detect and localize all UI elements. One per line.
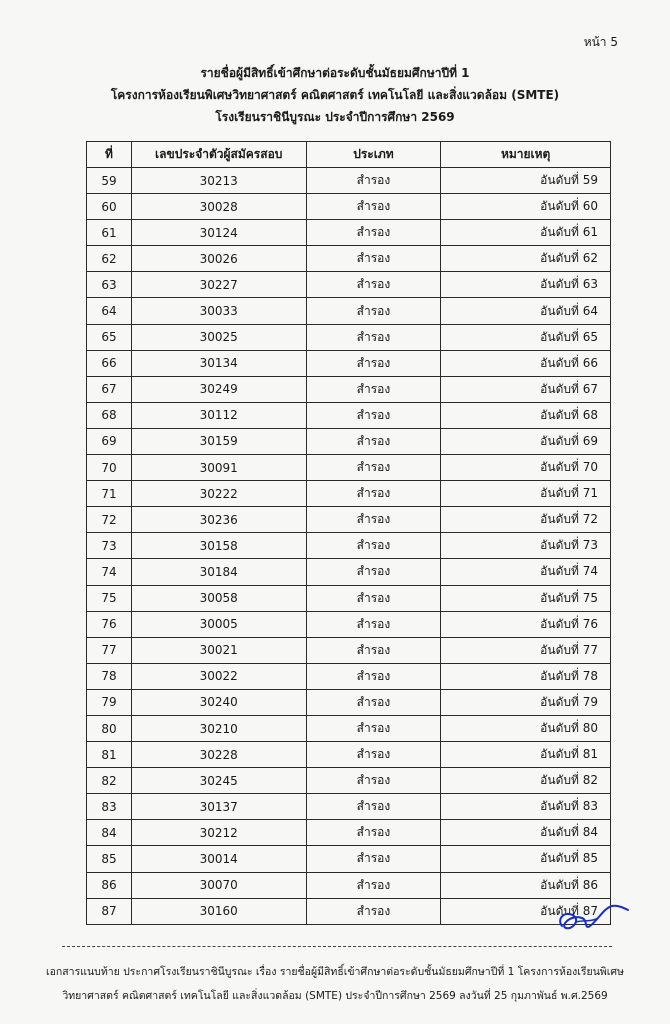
applicant-type: สำรอง [306, 742, 441, 768]
applicant-type: สำรอง [306, 585, 441, 611]
table-row [87, 402, 611, 428]
table-row [87, 168, 611, 194]
applicant-type: สำรอง [306, 794, 441, 820]
table-body [87, 168, 611, 925]
applicant-type: สำรอง [306, 350, 441, 376]
table-header-row [87, 142, 611, 168]
rank-remark: อันดับที่ 80 [441, 715, 611, 741]
applicant-id: 30227 [131, 272, 306, 298]
applicant-type: สำรอง [306, 272, 441, 298]
applicant-type: สำรอง [306, 846, 441, 872]
applicant-id: 30228 [131, 742, 306, 768]
table-row [87, 689, 611, 715]
column-header-no: ที่ [87, 142, 132, 168]
footer-divider [62, 946, 612, 947]
rank-remark: อันดับที่ 87 [441, 898, 611, 924]
applicant-type: สำรอง [306, 689, 441, 715]
table-row [87, 194, 611, 220]
footer-line-2: วิทยาศาสตร์ คณิตศาสตร์ เทคโนโลยี และสิ่งแวดล้อม (SMTE) ประจำปีการศึกษา 2569 ลงวันที่ 25 กุมภาพันธ์ พ.ศ.2569 [62, 990, 608, 1002]
row-number: 77 [87, 637, 132, 663]
applicant-type: สำรอง [306, 715, 441, 741]
header-school-year: โรงเรียนราชินีบูรณะ ประจำปีการศึกษา 2569 [215, 110, 455, 124]
rank-remark: อันดับที่ 83 [441, 794, 611, 820]
row-number: 79 [87, 689, 132, 715]
row-number: 74 [87, 559, 132, 585]
row-number: 80 [87, 715, 132, 741]
row-number: 73 [87, 533, 132, 559]
rank-remark: อันดับที่ 76 [441, 611, 611, 637]
column-header-applicant-id: เลขประจำตัวผู้สมัครสอบ [131, 142, 306, 168]
row-number: 60 [87, 194, 132, 220]
applicant-id: 30212 [131, 820, 306, 846]
footer-line-1: เอกสารแนบท้าย ประกาศโรงเรียนราชินีบูรณะ เรื่อง รายชื่อผู้มีสิทธิ์เข้าศึกษาต่อระดับชั้นมัธยมศึกษาปีที่ 1 โครงการห้องเรียนพิเศษ [46, 966, 624, 978]
table-row [87, 898, 611, 924]
applicant-id: 30137 [131, 794, 306, 820]
applicant-id: 30124 [131, 220, 306, 246]
row-number: 65 [87, 324, 132, 350]
rank-remark: อันดับที่ 60 [441, 194, 611, 220]
applicant-type: สำรอง [306, 298, 441, 324]
applicant-id: 30240 [131, 689, 306, 715]
applicant-type: สำรอง [306, 898, 441, 924]
row-number: 66 [87, 350, 132, 376]
applicant-id: 30210 [131, 715, 306, 741]
rank-remark: อันดับที่ 72 [441, 507, 611, 533]
rank-remark: อันดับที่ 85 [441, 846, 611, 872]
applicant-type: สำรอง [306, 611, 441, 637]
table-row [87, 742, 611, 768]
table-row [87, 794, 611, 820]
row-number: 68 [87, 402, 132, 428]
applicant-id: 30134 [131, 350, 306, 376]
rank-remark: อันดับที่ 77 [441, 637, 611, 663]
signature [552, 896, 630, 936]
rank-remark: อันดับที่ 78 [441, 663, 611, 689]
table-row [87, 220, 611, 246]
row-number: 69 [87, 428, 132, 454]
table-row [87, 428, 611, 454]
table-row [87, 533, 611, 559]
applicant-id: 30091 [131, 455, 306, 481]
row-number: 86 [87, 872, 132, 898]
row-number: 78 [87, 663, 132, 689]
row-number: 67 [87, 376, 132, 402]
header-program: โครงการห้องเรียนพิเศษวิทยาศาสตร์ คณิตศาสตร์ เทคโนโลยี และสิ่งแวดล้อม (SMTE) [110, 88, 560, 102]
row-number: 82 [87, 768, 132, 794]
applicant-id: 30058 [131, 585, 306, 611]
applicant-table [86, 141, 611, 925]
applicant-type: สำรอง [306, 428, 441, 454]
row-number: 71 [87, 481, 132, 507]
row-number: 85 [87, 846, 132, 872]
applicant-id: 30025 [131, 324, 306, 350]
applicant-type: สำรอง [306, 455, 441, 481]
applicant-type: สำรอง [306, 194, 441, 220]
rank-remark: อันดับที่ 86 [441, 872, 611, 898]
row-number: 76 [87, 611, 132, 637]
applicant-type: สำรอง [306, 663, 441, 689]
applicant-id: 30022 [131, 663, 306, 689]
applicant-id: 30158 [131, 533, 306, 559]
applicant-type: สำรอง [306, 820, 441, 846]
applicant-id: 30160 [131, 898, 306, 924]
rank-remark: อันดับที่ 59 [441, 168, 611, 194]
applicant-id: 30245 [131, 768, 306, 794]
rank-remark: อันดับที่ 66 [441, 350, 611, 376]
rank-remark: อันดับที่ 73 [441, 533, 611, 559]
applicant-type: สำรอง [306, 768, 441, 794]
table-row [87, 507, 611, 533]
rank-remark: อันดับที่ 74 [441, 559, 611, 585]
table-row [87, 481, 611, 507]
table-row [87, 246, 611, 272]
applicant-type: สำรอง [306, 872, 441, 898]
rank-remark: อันดับที่ 71 [441, 481, 611, 507]
rank-remark: อันดับที่ 62 [441, 246, 611, 272]
table-row [87, 455, 611, 481]
applicant-id: 30213 [131, 168, 306, 194]
rank-remark: อันดับที่ 63 [441, 272, 611, 298]
table-row [87, 768, 611, 794]
rank-remark: อันดับที่ 65 [441, 324, 611, 350]
column-header-remark: หมายเหตุ [441, 142, 611, 168]
applicant-id: 30222 [131, 481, 306, 507]
row-number: 63 [87, 272, 132, 298]
applicant-id: 30249 [131, 376, 306, 402]
table-row [87, 298, 611, 324]
rank-remark: อันดับที่ 64 [441, 298, 611, 324]
applicant-id: 30033 [131, 298, 306, 324]
row-number: 62 [87, 246, 132, 272]
applicant-type: สำรอง [306, 220, 441, 246]
table-row [87, 585, 611, 611]
row-number: 61 [87, 220, 132, 246]
row-number: 84 [87, 820, 132, 846]
applicant-id: 30014 [131, 846, 306, 872]
applicant-type: สำรอง [306, 637, 441, 663]
header-title: รายชื่อผู้มีสิทธิ์เข้าศึกษาต่อระดับชั้นมัธยมศึกษาปีที่ 1 [200, 66, 470, 80]
applicant-type: สำรอง [306, 481, 441, 507]
rank-remark: อันดับที่ 67 [441, 376, 611, 402]
rank-remark: อันดับที่ 81 [441, 742, 611, 768]
row-number: 70 [87, 455, 132, 481]
applicant-id: 30184 [131, 559, 306, 585]
row-number: 72 [87, 507, 132, 533]
table-row [87, 376, 611, 402]
row-number: 59 [87, 168, 132, 194]
row-number: 81 [87, 742, 132, 768]
rank-remark: อันดับที่ 70 [441, 455, 611, 481]
column-header-type: ประเภท [306, 142, 441, 168]
applicant-type: สำรอง [306, 507, 441, 533]
table-row [87, 846, 611, 872]
table-row [87, 872, 611, 898]
applicant-type: สำรอง [306, 376, 441, 402]
applicant-type: สำรอง [306, 324, 441, 350]
rank-remark: อันดับที่ 82 [441, 768, 611, 794]
rank-remark: อันดับที่ 61 [441, 220, 611, 246]
table-row [87, 820, 611, 846]
table-row [87, 611, 611, 637]
applicant-id: 30070 [131, 872, 306, 898]
table-row [87, 559, 611, 585]
rank-remark: อันดับที่ 79 [441, 689, 611, 715]
table-row [87, 637, 611, 663]
row-number: 64 [87, 298, 132, 324]
table-row [87, 715, 611, 741]
document-footer [0, 960, 670, 1008]
rank-remark: อันดับที่ 68 [441, 402, 611, 428]
row-number: 87 [87, 898, 132, 924]
rank-remark: อันดับที่ 69 [441, 428, 611, 454]
applicant-type: สำรอง [306, 559, 441, 585]
table-row [87, 324, 611, 350]
row-number: 83 [87, 794, 132, 820]
rank-remark: อันดับที่ 84 [441, 820, 611, 846]
applicant-id: 30159 [131, 428, 306, 454]
applicant-id: 30112 [131, 402, 306, 428]
applicant-id: 30028 [131, 194, 306, 220]
applicant-type: สำรอง [306, 246, 441, 272]
table-row [87, 663, 611, 689]
applicant-type: สำรอง [306, 533, 441, 559]
applicant-id: 30236 [131, 507, 306, 533]
applicant-type: สำรอง [306, 168, 441, 194]
rank-remark: อันดับที่ 75 [441, 585, 611, 611]
page-number: หน้า 5 [583, 35, 618, 49]
applicant-id: 30005 [131, 611, 306, 637]
table-row [87, 272, 611, 298]
table-row [87, 350, 611, 376]
document-header [0, 62, 670, 128]
applicant-id: 30026 [131, 246, 306, 272]
applicant-id: 30021 [131, 637, 306, 663]
row-number: 75 [87, 585, 132, 611]
applicant-type: สำรอง [306, 402, 441, 428]
